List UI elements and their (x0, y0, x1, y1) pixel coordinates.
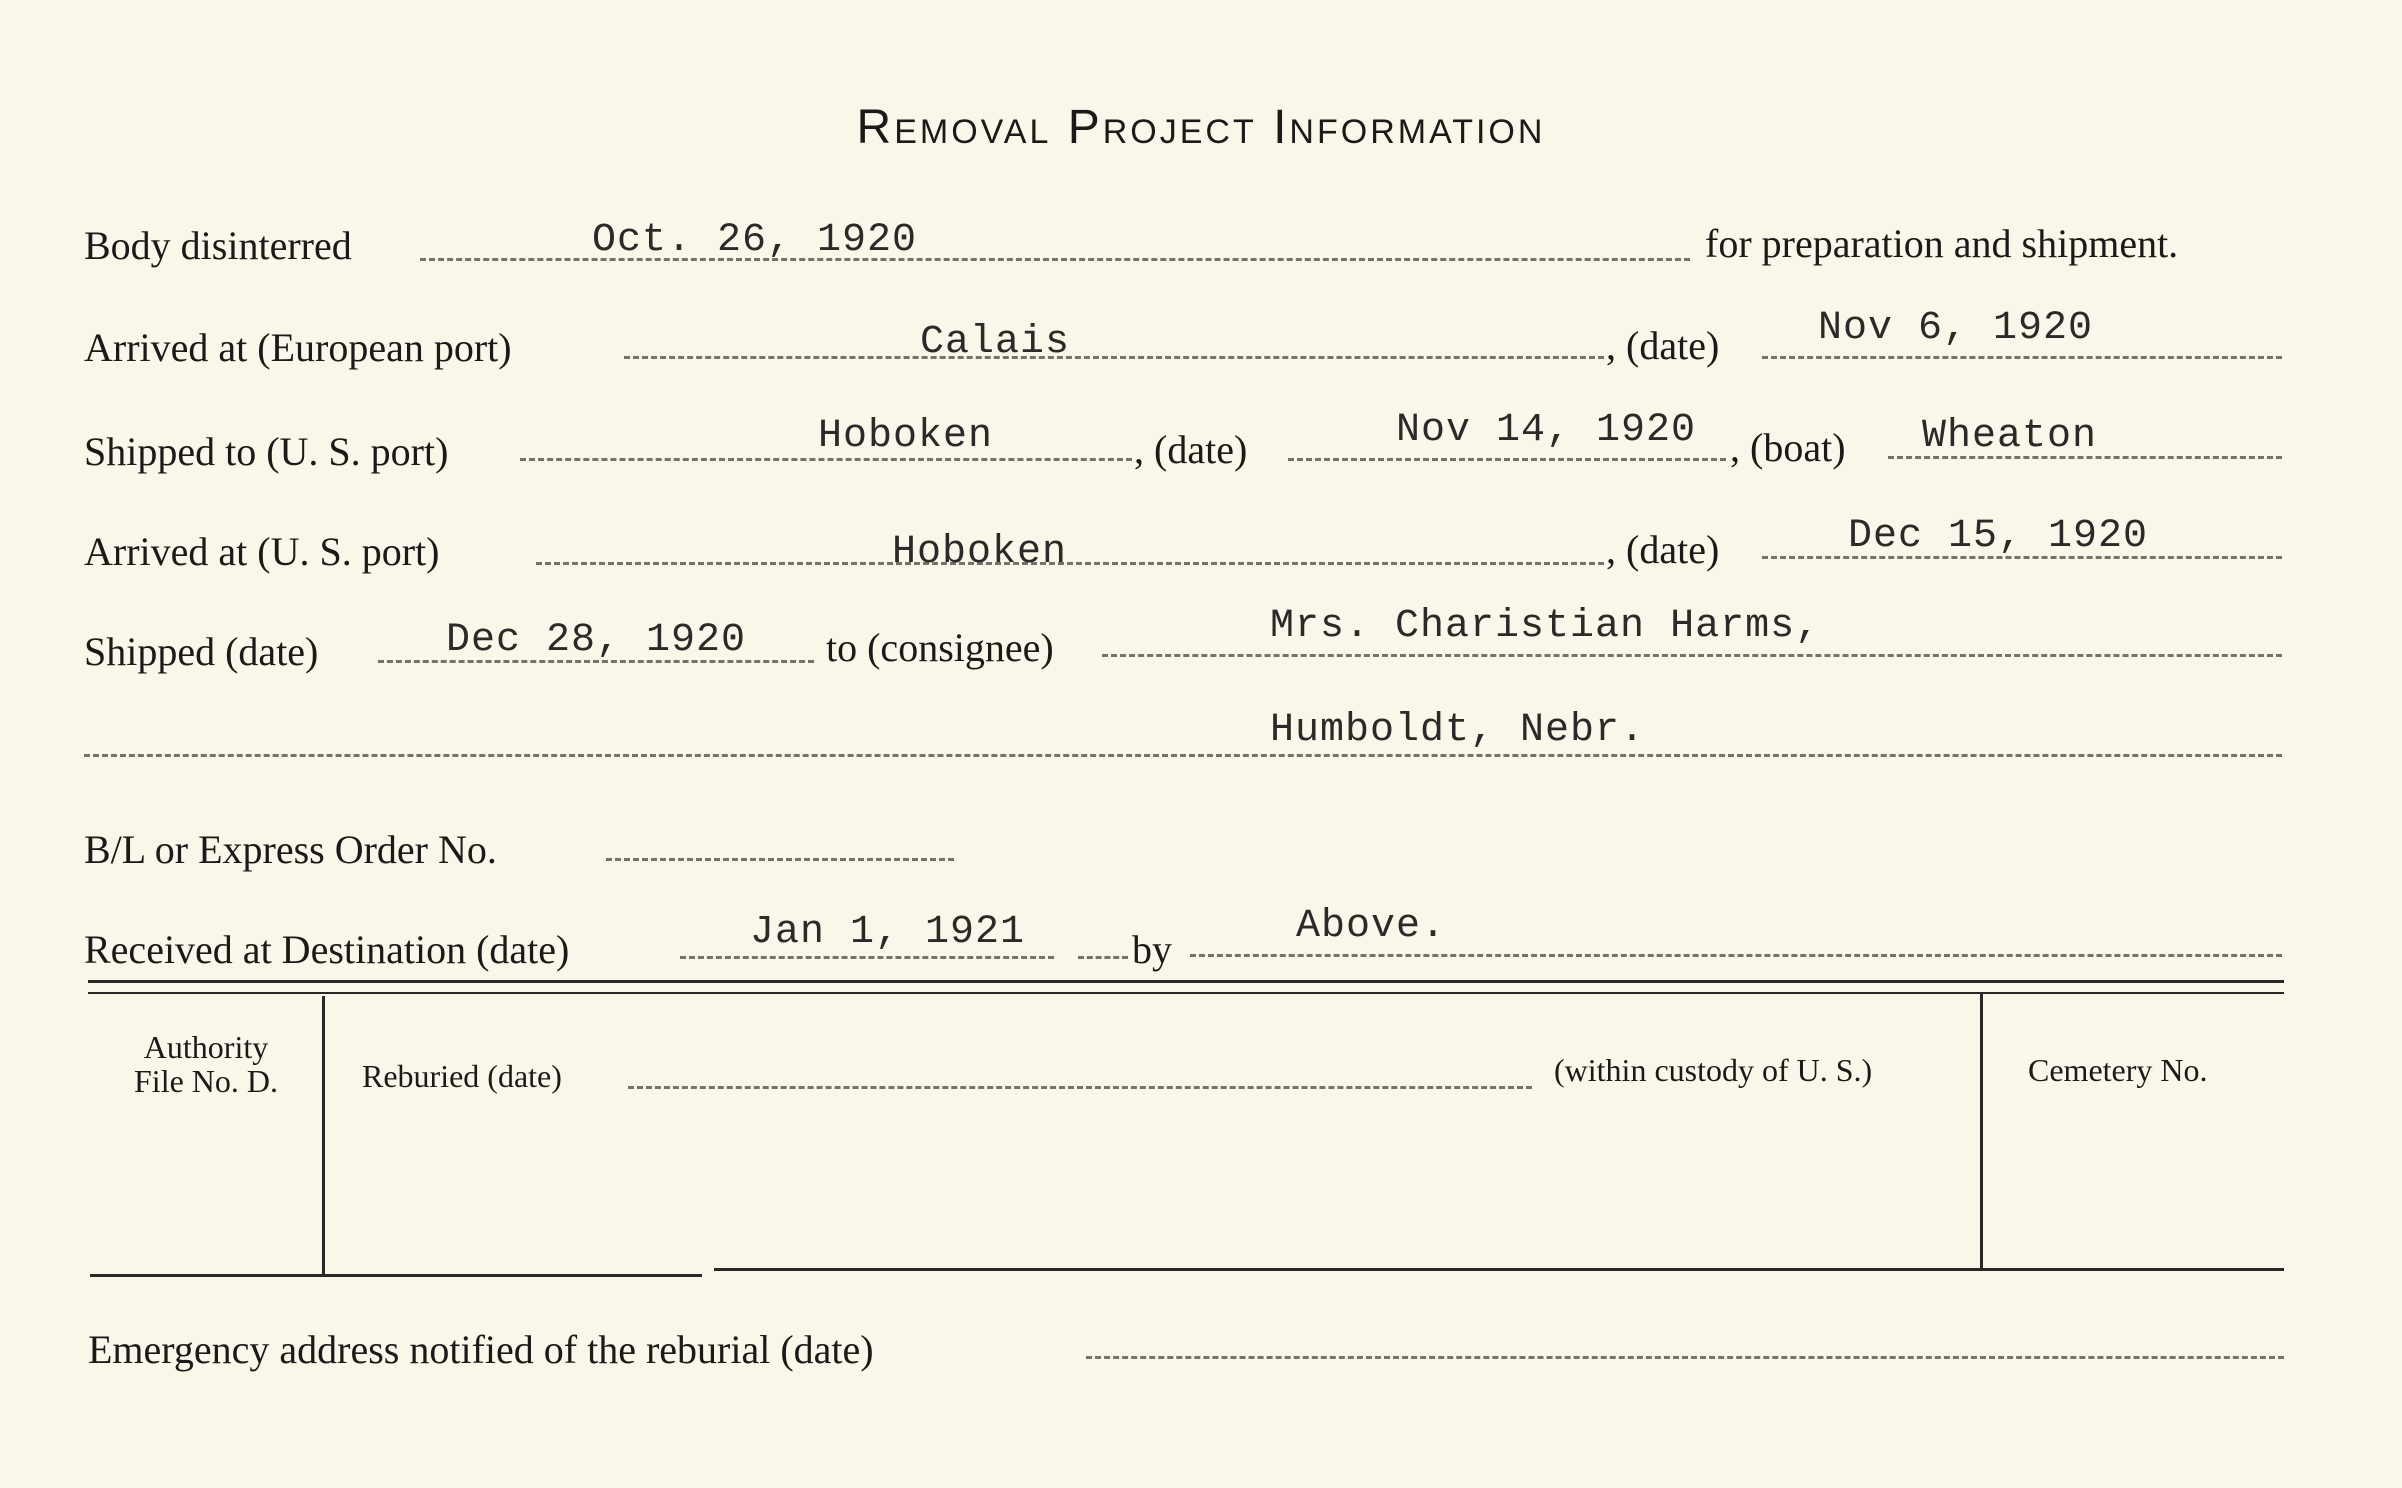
emergency-date-line (1086, 1356, 2284, 1359)
us-arrival-date-label: , (date) (1606, 527, 1720, 572)
custody-label: (within custody of U. S.) (1554, 1052, 1873, 1088)
boat-value: Wheaton (1922, 414, 2098, 459)
arrived-us-port-line (536, 562, 1604, 565)
box-bottom-rule-left (90, 1274, 702, 1277)
shipped-consignee-date-value: Dec 28, 1920 (446, 618, 747, 663)
european-arrival-date-value: Nov 6, 1920 (1818, 306, 2094, 351)
arrived-european-port-label: Arrived at (European port) (84, 325, 512, 370)
consignee-line (1102, 654, 2282, 657)
cemetery-no-label: Cemetery No. (2028, 1052, 2208, 1088)
received-by-label: by (1132, 927, 1172, 972)
received-by-line (1190, 954, 2282, 957)
bl-order-line (606, 858, 954, 861)
to-consignee-label: to (consignee) (826, 625, 1054, 670)
authority-divider (322, 996, 325, 1274)
shipped-us-port-value: Hoboken (818, 414, 994, 459)
box-top-rule (88, 980, 2284, 983)
european-port-line (624, 356, 1604, 359)
boat-label: , (boat) (1730, 425, 1846, 470)
bl-order-label: B/L or Express Order No. (84, 827, 497, 872)
box-top-rule-inner (88, 992, 2284, 994)
arrived-us-port-label: Arrived at (U. S. port) (84, 529, 440, 574)
shipped-date-label: , (date) (1134, 427, 1248, 472)
consignee-address-value: Humboldt, Nebr. (1270, 708, 1646, 753)
received-date-line (680, 956, 1054, 959)
body-disinterred-label: Body disinterred (84, 223, 352, 268)
us-arrival-date-value: Dec 15, 1920 (1848, 514, 2149, 559)
received-by-dash (1078, 956, 1128, 959)
received-date-value: Jan 1, 1921 (750, 910, 1026, 955)
received-destination-label: Received at Destination (date) (84, 927, 570, 972)
box-bottom-rule-right (714, 1268, 2284, 1271)
form-title: Removal Project Information (856, 101, 1546, 154)
received-by-value: Above. (1296, 904, 1447, 949)
cemetery-divider (1980, 992, 1983, 1268)
consignee-address-line (84, 754, 2282, 757)
disinterred-date-value: Oct. 26, 1920 (592, 218, 918, 263)
shipped-date-consignee-label: Shipped (date) (84, 629, 319, 674)
european-date-label: , (date) (1606, 323, 1720, 368)
emergency-address-label: Emergency address notified of the reburial (date) (88, 1327, 874, 1372)
reburied-date-line (628, 1086, 1532, 1089)
reburied-date-label: Reburied (date) (362, 1058, 562, 1094)
european-port-value: Calais (920, 320, 1071, 365)
shipped-date-line (1288, 458, 1726, 461)
shipped-to-us-port-label: Shipped to (U. S. port) (84, 429, 449, 474)
european-date-line (1762, 356, 2282, 359)
consignee-name-value: Mrs. Charistian Harms, (1270, 604, 1821, 649)
shipped-date-value: Nov 14, 1920 (1396, 408, 1697, 453)
preparation-shipment-label: for preparation and shipment. (1705, 221, 2179, 266)
authority-file-label: Authority File No. D. (134, 1029, 278, 1099)
arrived-us-port-value: Hoboken (892, 530, 1068, 575)
